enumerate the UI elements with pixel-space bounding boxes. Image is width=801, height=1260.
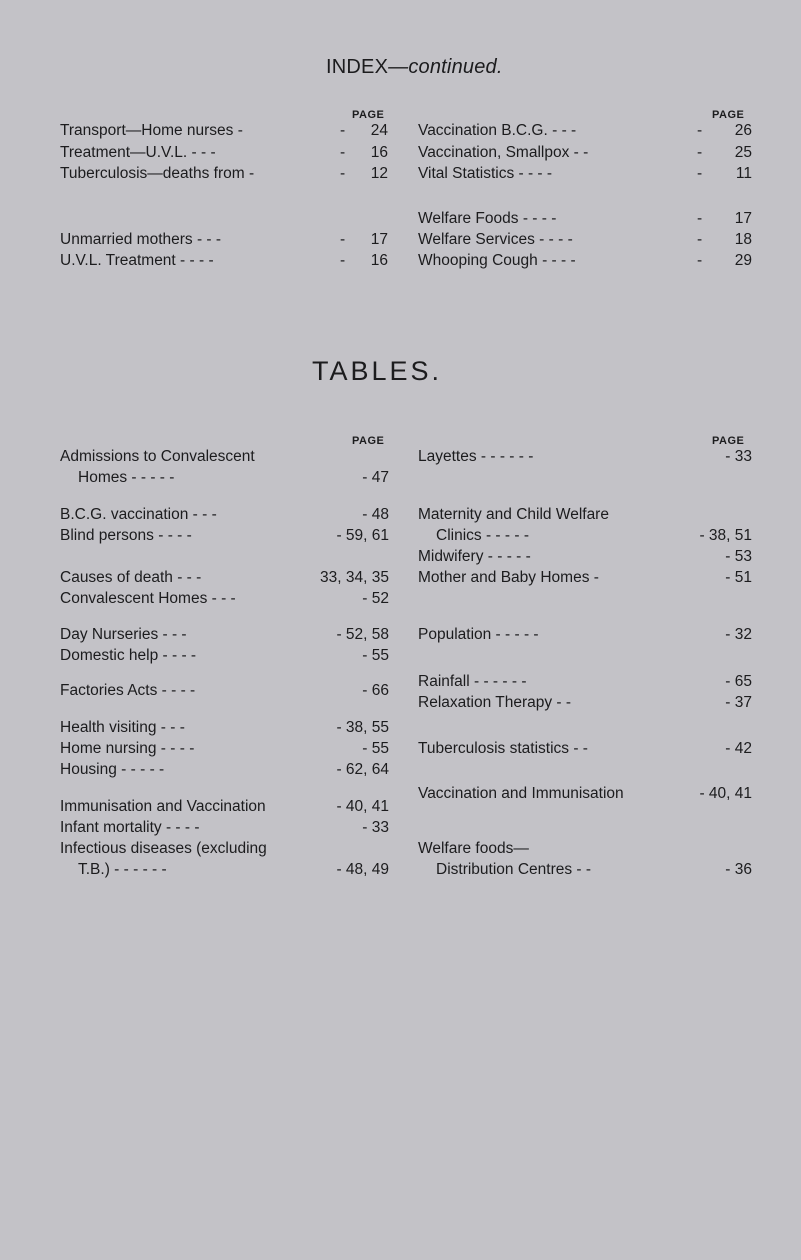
index-entry-dash: - [340,122,346,139]
table-entry-label: Day Nurseries - - - [60,626,187,643]
table-entry-label: Convalescent Homes - - - [60,590,236,607]
index-entry-label: U.V.L. Treatment - - - - [60,252,214,269]
table-entry-label: Population - - - - - [418,626,539,643]
table-entry-page: - 48, 49 [336,861,389,878]
index-entry-page: 25 [734,144,752,161]
table-entry-page: - 53 [725,548,752,565]
table-entry-label: Causes of death - - - [60,569,202,586]
table-entry-label: Tuberculosis statistics - - [418,740,588,757]
table-entry-label: Mother and Baby Homes - [418,569,599,586]
table-entry-page: - 51 [725,569,752,586]
index-entry-label: Unmarried mothers - - - [60,231,222,248]
index-entry-label: Vital Statistics - - - - [418,165,553,182]
table-entry-page: - 65 [725,673,752,690]
table-entry-label: Immunisation and Vaccination [60,798,266,815]
table-entry-label: B.C.G. vaccination - - - [60,506,217,523]
index-heading [326,56,503,79]
table-entry-page: - 33 [725,448,752,465]
table-entry-page: - 40, 41 [336,798,389,815]
index-entry-dash: - [340,165,346,182]
index-entry-dash: - [697,144,703,161]
tables-left-page-header: PAGE [352,435,385,447]
index-entry-dash: - [340,144,346,161]
tables-heading: TABLES. [312,356,443,386]
table-entry-page: - 32 [725,626,752,643]
table-entry-page: - 36 [725,861,752,878]
table-entry-page: - 55 [362,740,389,757]
table-entry-page: - 59, 61 [336,527,389,544]
index-entry-page: 16 [370,144,388,161]
index-entry-page: 18 [734,231,752,248]
table-entry-label: Clinics - - - - - [436,527,529,544]
index-entry-page: 26 [734,122,752,139]
table-entry-label: Infant mortality - - - - [60,819,200,836]
table-entry-page: - 33 [362,819,389,836]
table-entry-page: 33, 34, 35 [320,569,389,586]
index-entry-page: 17 [370,231,388,248]
table-entry-label: Midwifery - - - - - [418,548,531,565]
index-entry-page: 16 [370,252,388,269]
table-entry-page: - 62, 64 [336,761,389,778]
table-entry-label: Blind persons - - - - [60,527,192,544]
index-entry-label: Tuberculosis—deaths from - [60,165,255,182]
table-entry-page: - 38, 51 [699,527,752,544]
table-entry-page: - 42 [725,740,752,757]
table-entry-page: - 52 [362,590,389,607]
index-entry-dash: - [697,210,703,227]
table-entry-label: Homes - - - - - [78,469,175,486]
index-entry-page: 12 [370,165,388,182]
index-entry-label: Welfare Foods - - - - [418,210,557,227]
index-entry-dash: - [340,252,346,269]
index-entry-dash: - [697,231,703,248]
index-entry-label: Transport—Home nurses - [60,122,243,139]
table-entry-page: - 40, 41 [699,785,752,802]
table-entry-label: Home nursing - - - - [60,740,195,757]
table-entry-page: - 38, 55 [336,719,389,736]
table-entry-label: Vaccination and Immunisation [418,785,624,802]
index-entry-label: Treatment—U.V.L. - - - [60,144,216,161]
table-entry-label: T.B.) - - - - - - [78,861,167,878]
index-entry-page: 29 [734,252,752,269]
index-heading-main: INDEX [326,56,389,78]
table-entry-label: Housing - - - - - [60,761,165,778]
table-entry-page: - 52, 58 [336,626,389,643]
index-heading-continued: —continued. [388,56,503,78]
table-entry-label: Admissions to Convalescent [60,448,255,465]
table-entry-page: - 47 [362,469,389,486]
table-entry-label: Distribution Centres - - [436,861,592,878]
index-left-page-header: PAGE [352,109,385,121]
table-entry-label: Relaxation Therapy - - [418,694,572,711]
index-entry-page: 11 [735,165,752,182]
index-entry-dash: - [340,231,346,248]
table-entry-label: Maternity and Child Welfare [418,506,609,523]
index-entry-label: Vaccination, Smallpox - - [418,144,589,161]
table-entry-label: Infectious diseases (excluding [60,840,267,857]
index-entry-label: Vaccination B.C.G. - - - [418,122,577,139]
table-entry-page: - 48 [362,506,389,523]
table-entry-page: - 55 [362,647,389,664]
index-entry-page: 17 [734,210,752,227]
index-entry-page: 24 [370,122,388,139]
table-entry-page: - 66 [362,682,389,699]
index-entry-dash: - [697,122,703,139]
table-entry-label: Health visiting - - - [60,719,185,736]
table-entry-label: Layettes - - - - - - [418,448,534,465]
index-entry-label: Whooping Cough - - - - [418,252,576,269]
index-entry-dash: - [697,252,703,269]
table-entry-label: Factories Acts - - - - [60,682,196,699]
table-entry-label: Rainfall - - - - - - [418,673,527,690]
table-entry-label: Welfare foods— [418,840,529,857]
table-entry-label: Domestic help - - - - [60,647,197,664]
index-entry-dash: - [697,165,703,182]
tables-right-page-header: PAGE [712,435,745,447]
index-right-page-header: PAGE [712,109,745,121]
index-entry-label: Welfare Services - - - - [418,231,573,248]
table-entry-page: - 37 [725,694,752,711]
